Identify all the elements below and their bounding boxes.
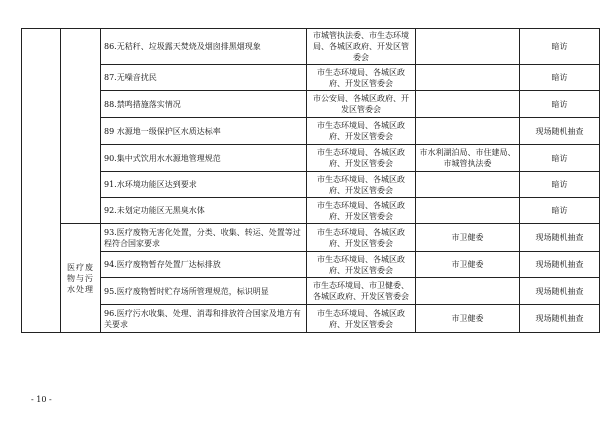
table-row [22, 91, 600, 118]
item-cell: 93.医疗废物无害化处置，分类、收集、转运、处置等过程符合国家要求 [101, 224, 307, 252]
cooperating-dept-cell: 市卫健委 [416, 305, 520, 333]
inspection-table [21, 28, 600, 333]
table-row [22, 198, 600, 224]
check-method-cell: 暗访 [520, 91, 600, 118]
cooperating-dept-cell [416, 91, 520, 118]
responsible-dept-cell: 市生态环境局、各城区政府、开发区管委会 [307, 252, 416, 278]
check-method-cell: 暗访 [520, 172, 600, 198]
item-cell: 87.无噪音扰民 [101, 65, 307, 91]
table-row [22, 224, 600, 252]
table-row [22, 145, 600, 172]
item-cell: 96.医疗污水收集、处理、消毒和排放符合国家及地方有关要求 [101, 305, 307, 333]
responsible-dept-cell: 市生态环境局、各城区政府、开发区管委会 [307, 172, 416, 198]
cooperating-dept-cell [416, 118, 520, 145]
item-cell: 88.禁鸣措施落实情况 [101, 91, 307, 118]
category-cell-outer [22, 29, 61, 333]
responsible-dept-cell: 市生态环境局、各城区政府、开发区管委会 [307, 145, 416, 172]
table-row [22, 305, 600, 333]
check-method-cell: 现场随机抽查 [520, 118, 600, 145]
page-number: - 10 - [31, 395, 52, 404]
item-cell: 95.医疗废物暂时贮存场所管理规范，标识明显 [101, 278, 307, 305]
responsible-dept-cell: 市城管执法委、市生态环境局、各城区政府、开发区管委会 [307, 29, 416, 65]
check-method-cell: 现场随机抽查 [520, 278, 600, 305]
responsible-dept-cell: 市生态环境局、各城区政府、开发区管委会 [307, 198, 416, 224]
check-method-cell: 暗访 [520, 65, 600, 91]
responsible-dept-cell: 市生态环境局、各城区政府、开发区管委会 [307, 305, 416, 333]
responsible-dept-cell: 市公安局、各城区政府、开发区管委会 [307, 91, 416, 118]
cooperating-dept-cell [416, 65, 520, 91]
item-cell: 92.未划定功能区无黑臭水体 [101, 198, 307, 224]
responsible-dept-cell: 市生态环境局、各城区政府、开发区管委会 [307, 118, 416, 145]
item-cell: 90.集中式饮用水水源地管理规范 [101, 145, 307, 172]
category-cell-blank [61, 29, 101, 224]
table-row [22, 252, 600, 278]
responsible-dept-cell: 市生态环境局、市卫健委、各城区政府、开发区管委会 [307, 278, 416, 305]
check-method-cell: 暗访 [520, 145, 600, 172]
responsible-dept-cell: 市生态环境局、各城区政府、开发区管委会 [307, 65, 416, 91]
cooperating-dept-cell: 市卫健委 [416, 252, 520, 278]
check-method-cell: 暗访 [520, 29, 600, 65]
check-method-cell: 现场随机抽查 [520, 305, 600, 333]
cooperating-dept-cell [416, 172, 520, 198]
item-cell: 86.无秸秆、垃圾露天焚烧及烟囱排黑烟现象 [101, 29, 307, 65]
check-method-cell: 现场随机抽查 [520, 224, 600, 252]
table-row [22, 29, 600, 65]
cooperating-dept-cell [416, 29, 520, 65]
item-cell: 89 水源地一级保护区水质达标率 [101, 118, 307, 145]
table-row [22, 65, 600, 91]
cooperating-dept-cell [416, 198, 520, 224]
table-row [22, 118, 600, 145]
check-method-cell: 暗访 [520, 198, 600, 224]
table-row [22, 172, 600, 198]
check-method-cell: 现场随机抽查 [520, 252, 600, 278]
table-row [22, 278, 600, 305]
item-cell: 91.水环境功能区达到要求 [101, 172, 307, 198]
item-cell: 94.医疗废物暂存处置厂达标排放 [101, 252, 307, 278]
category-label: 医疗废物与污水处理 [61, 224, 101, 333]
cooperating-dept-cell: 市卫健委 [416, 224, 520, 252]
cooperating-dept-cell [416, 278, 520, 305]
responsible-dept-cell: 市生态环境局、各城区政府、开发区管委会 [307, 224, 416, 252]
cooperating-dept-cell: 市水利湖泊局、市住建局、市城管执法委 [416, 145, 520, 172]
